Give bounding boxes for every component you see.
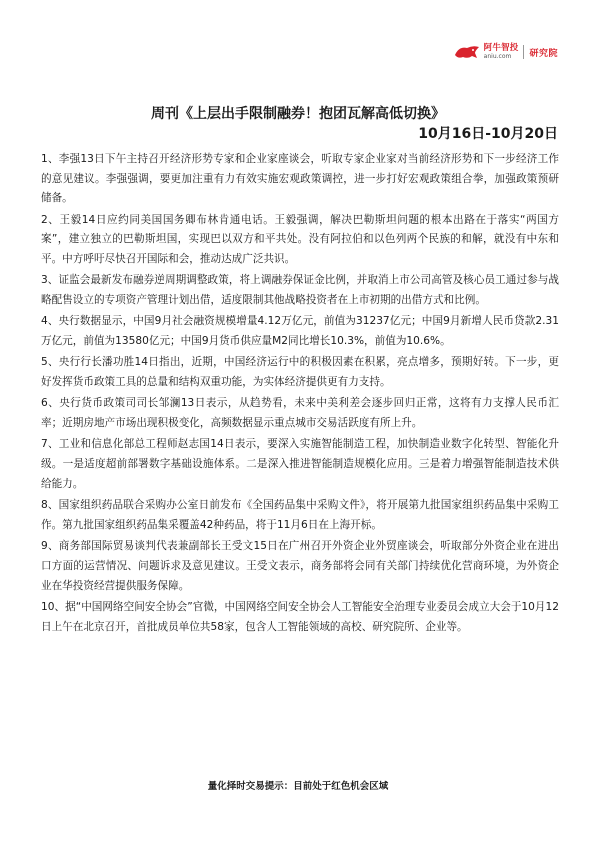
news-item-10: 10、据“中国网络空间安全协会”官微，中国网络空间安全协会人工智能安全治理专业委员会成立大会于10月12日上午在北京召开，首批成员单位共58家，包含人工智能领域的高校、研究院所、企业等。 xyxy=(41,600,559,633)
logo-brand-name: 阿牛智投 xyxy=(483,42,519,53)
date-range: 10月16日-10月20日 xyxy=(418,126,558,142)
news-list xyxy=(41,150,559,639)
news-item-2: 2、王毅14日应约同美国国务卿布林肯通电话。王毅强调，解决巴勒斯坦问题的根本出路在于落实“两国方案”，建立独立的巴勒斯坦国，实现巴以双方和平共处。没有阿拉伯和以色列两个民族的和解，就没有中东和平。中方呼吁尽快召开国际和会，推动达成广泛共识。 xyxy=(41,213,559,266)
news-item-7: 7、工业和信息化部总工程师赵志国14日表示，要深入实施智能制造工程，加快制造业数字化转型、智能化升级。一是适度超前部署数字基础设施体系。二是深入推进智能制造规模化应用。三是着力增强智能制造技术供给能力。 xyxy=(41,438,559,490)
news-item-4: 4、央行数据显示，中国9月社会融资规模增量4.12万亿元，前值为31237亿元；中国9月新增人民币贷款2.31万亿元，前值为13580亿元；中国9月货币供应量M2同比增长10.3%，前值为10.6%。 xyxy=(41,315,559,348)
news-item-1: 1、李强13日下午主持召开经济形势专家和企业家座谈会，听取专家企业家对当前经济形势和下一步经济工作的意见建议。李强强调，要更加注重有力有效实施宏观政策调控，进一步打好宏观政策组合拳，加强政策预研储备。 xyxy=(41,153,559,205)
news-item-5: 5、央行行长潘功胜14日指出，近期，中国经济运行中的积极因素在积累，亮点增多，预期好转。下一步，更好发挥货币政策工具的总量和结构双重功能，为实体经济提供更有力支持。 xyxy=(41,356,559,389)
bull-logo-icon xyxy=(453,43,481,61)
logo-text xyxy=(484,44,519,61)
news-item-8: 8、国家组织药品联合采购办公室日前发布《全国药品集中采购文件》，将开展第九批国家组织药品集中采购工作。第九批国家组织药品集采覆盖42种药品，将于11月6日在上海开标。 xyxy=(41,499,559,531)
news-item-3: 3、证监会最新发布融券逆周期调整政策，将上调融券保证金比例，并取消上市公司高管及核心员工通过参与战略配售设立的专项资产管理计划出借，适度限制其他战略投资者在上市初期的出借方式和比例。 xyxy=(41,274,559,307)
footer-trading-tip: 量化择时交易提示：目前处于红色机会区域 xyxy=(207,781,389,792)
news-item-9: 9、商务部国际贸易谈判代表兼副部长王受文15日在广州召开外资企业外贸座谈会，听取部分外资企业在进出口方面的运营情况、问题诉求及意见建议。王受文表示，商务部将会同有关部门持续优化营商环境，为外资企业在华投资经营提供服务保障。 xyxy=(41,540,559,592)
logo-divider xyxy=(523,45,524,59)
logo-department: 研究院 xyxy=(529,48,558,59)
page-title: 周刊《上层出手限制融券！抱团瓦解高低切换》 xyxy=(151,106,445,122)
brand-logo xyxy=(453,41,558,63)
news-item-6: 6、央行货币政策司司长邹澜13日表示，从趋势看，未来中美利差会逐步回归正常，这将有力支撑人民币汇率；近期房地产市场出现积极变化，高频数据显示重点城市交易活跃度有所上升。 xyxy=(41,397,559,430)
logo-url: aniu.com xyxy=(483,53,512,61)
